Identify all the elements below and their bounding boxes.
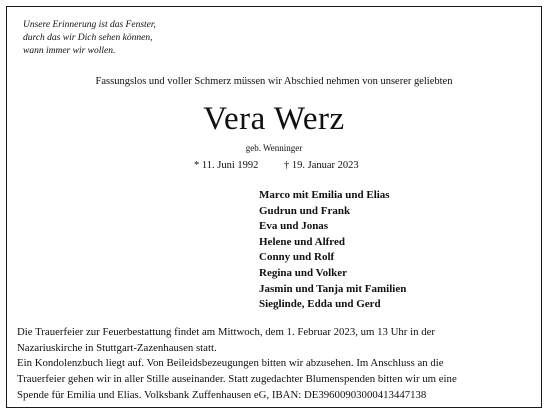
mourner-entry: Helene und Alfred bbox=[259, 235, 345, 248]
mourner-entry: Regina und Volker bbox=[259, 266, 348, 279]
mourner-entry: Eva und Jonas bbox=[259, 220, 329, 233]
death-date: † 19. Januar 2023 bbox=[284, 160, 359, 171]
maiden-name: geb. Wenninger bbox=[245, 143, 303, 153]
deceased-name: Vera Werz bbox=[203, 101, 345, 137]
ceremony-details bbox=[17, 325, 457, 404]
intro-text: Fassungslos und voller Schmerz müssen wir Abschied nehmen von unserer geliebten bbox=[95, 76, 453, 87]
obituary-notice bbox=[6, 6, 542, 408]
footer-line: Die Trauerfeier zur Feuerbestattung findet am Mittwoch, dem 1. Februar 2023, um 13 Uhr in der bbox=[17, 326, 435, 338]
memorial-poem bbox=[23, 19, 156, 58]
birth-date: * 11. Juni 1992 bbox=[194, 160, 259, 171]
footer-line: Spende für Emilia und Elias. Volksbank Zuffenhausen eG, IBAN: DE39600903000413447138 bbox=[17, 388, 427, 401]
mourner-entry: Conny und Rolf bbox=[259, 251, 335, 264]
mourner-entry: Jasmin und Tanja mit Familien bbox=[259, 282, 407, 295]
footer-line: Trauerfeier gehen wir in aller Stille auseinander. Statt zugedachter Blumenspenden bitten wir um eine bbox=[17, 373, 457, 386]
mourner-entry: Sieglinde, Edda und Gerd bbox=[259, 298, 381, 311]
mourner-entry: Marco mit Emilia und Elias bbox=[259, 189, 390, 201]
footer-line: Ein Kondolenzbuch liegt auf. Von Beileidsbezeugungen bitten wir abzusehen. Im Anschluss an die bbox=[17, 357, 444, 370]
mourner-entry: Gudrun und Frank bbox=[259, 204, 351, 217]
footer-line: Nazariuskirche in Stuttgart-Zazenhausen statt. bbox=[17, 341, 217, 354]
poem-line: durch das wir Dich sehen können, bbox=[23, 33, 153, 43]
poem-line: Unsere Erinnerung ist das Fenster, bbox=[23, 20, 156, 30]
poem-line: wann immer wir wollen. bbox=[23, 46, 116, 56]
mourners-list bbox=[259, 188, 406, 313]
